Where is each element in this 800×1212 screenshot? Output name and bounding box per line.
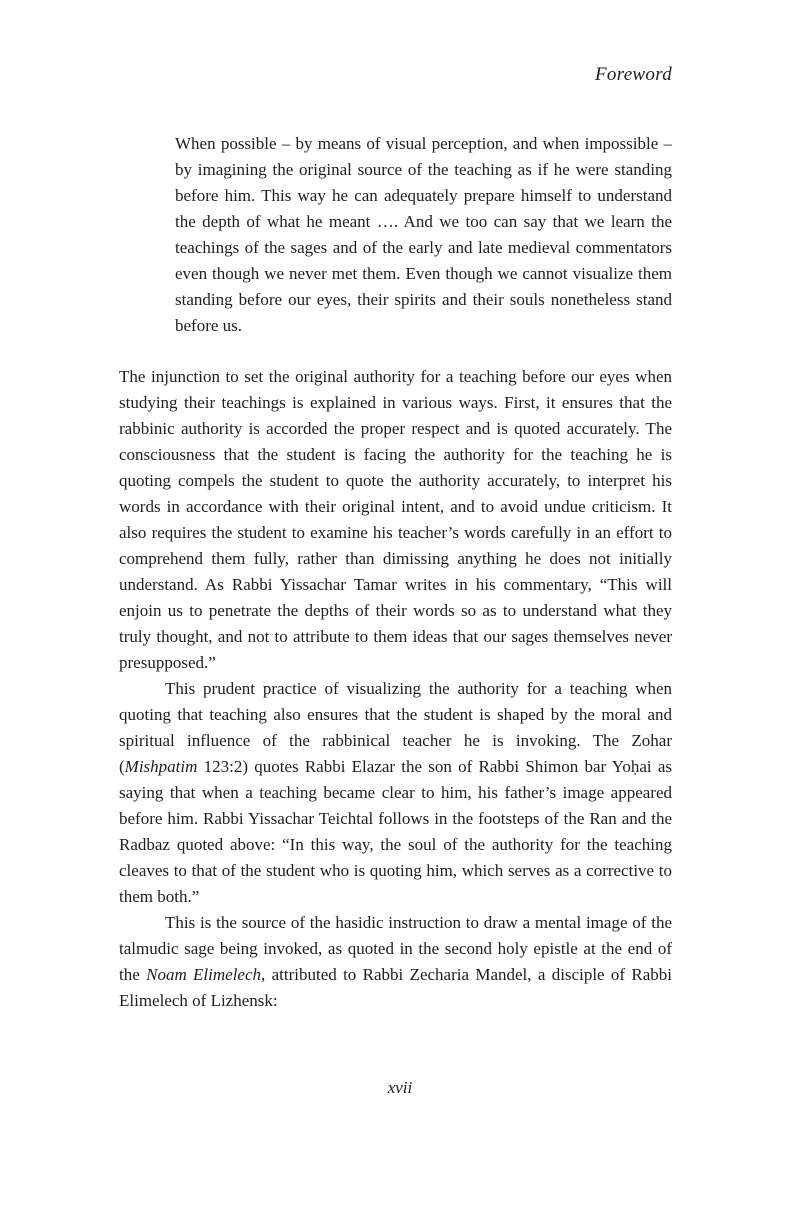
- body-paragraphs: [119, 364, 672, 1014]
- text-segment: , attributed to Rabbi Zecharia Mandel, a disciple of Rabbi Elimelech of Lizhensk:: [119, 965, 673, 1010]
- paragraph: [119, 910, 672, 1014]
- italic-text: Noam Elimelech: [146, 965, 262, 984]
- page-number: xvii: [387, 1078, 413, 1097]
- text-segment: This is the source of the hasidic instruction to draw a mental image of the talmudic sage being invoked, as quoted in the second holy epistle at the end of the: [119, 913, 672, 984]
- paragraph: [119, 364, 672, 676]
- block-quote: When possible – by means of visual perception, and when impossible – by imagining the original source of the teaching as if he were standing before him. This way he can adequately prepare himself to understand the depth of what he meant …. And we too can say that we learn the teachings of the sages and of the early and late medieval commentators even though we never met them. Even though we cannot visualize them standing before our eyes, their spirits and their souls nonetheless stand before us.: [175, 134, 672, 335]
- italic-text: Mishpatim: [124, 757, 198, 776]
- text-segment: 123:2) quotes Rabbi Elazar the son of Rabbi Shimon bar Yoḥai as saying that when a teaching became clear to him, his father’s image appeared before him. Rabbi Yissachar Teichtal follows in the footsteps of the Ran and the Radbaz quoted above: “In this way, the soul of the authority for the teaching cleaves to that of the student who is quoting him, which serves as a corrective to them both.”: [119, 757, 672, 906]
- text-segment: This prudent practice of visualizing the authority for a teaching when quoting that teaching also ensures that the student is shaped by the moral and spiritual influence of the rabbinical teacher he is invoking. The Zohar (: [119, 679, 672, 776]
- paragraph: [119, 676, 672, 910]
- running-header: Foreword: [595, 64, 672, 85]
- text-segment: The injunction to set the original authority for a teaching before our eyes when studying their teachings is explained in various ways. First, it ensures that the rabbinic authority is accorded the proper respect and is quoted accurately. The consciousness that the student is facing the authority for the teaching he is quoting compels the student to quote the authority accurately, to interpret his words in accordance with their original intent, and to avoid undue criticism. It also requires the student to examine his teacher’s words carefully in an effort to comprehend them fully, rather than dimissing anything he does not initially understand. As Rabbi Yissachar Tamar writes in his commentary, “This will enjoin us to penetrate the depths of their words so as to understand what they truly thought, and not to attribute to them ideas that our sages themselves never presupposed.”: [119, 367, 672, 672]
